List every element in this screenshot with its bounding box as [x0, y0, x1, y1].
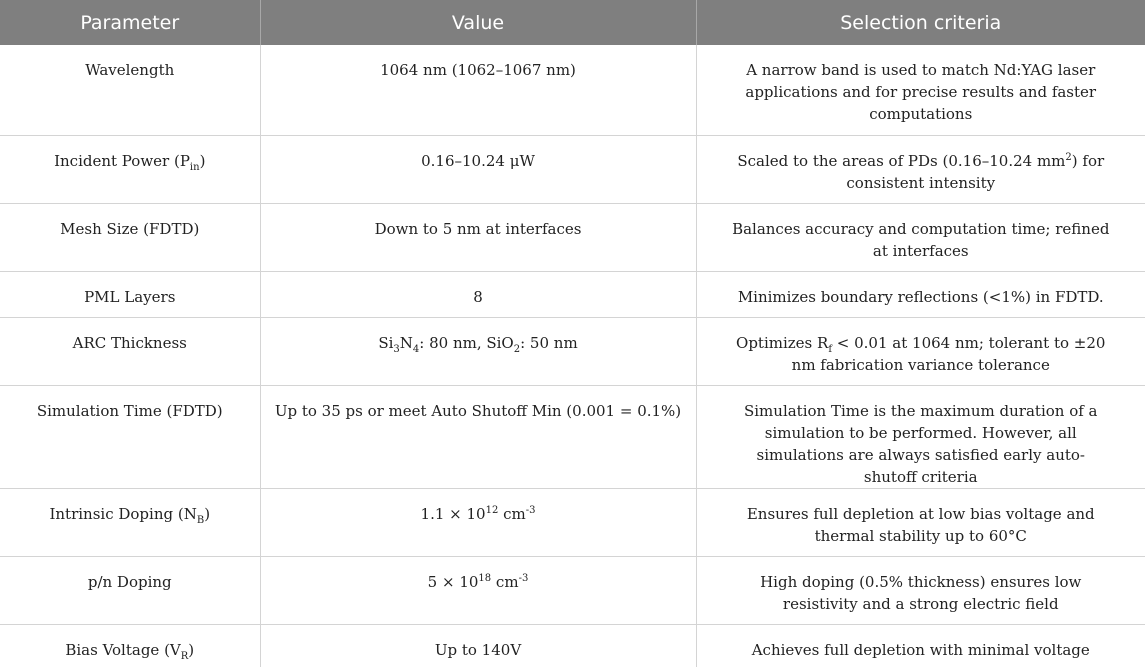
table-row — [0, 203, 1145, 271]
value-text: 1.1 × 10 — [420, 504, 486, 523]
criteria-cell: Achieves full depletion with minimal voltage — [696, 624, 1145, 667]
value-cell — [260, 488, 696, 556]
table-row — [0, 624, 1145, 667]
value-cell: Down to 5 nm at interfaces — [260, 203, 696, 271]
parameter-cell: ARC Thickness — [0, 317, 260, 385]
header-row — [0, 0, 1145, 45]
subscript: 3 — [393, 343, 400, 355]
value-text: Si — [378, 333, 394, 352]
criteria-cell: Balances accuracy and computation time; refined at interfaces — [696, 203, 1145, 271]
criteria-cell: A narrow band is used to match Nd:YAG laser applications and for precise results and faster computations — [696, 45, 1145, 135]
criteria-text-end: ) for consistent intensity — [846, 151, 1105, 192]
parameter-text-end: ) — [199, 151, 206, 170]
header-value: Value — [260, 0, 696, 45]
table-row — [0, 135, 1145, 203]
table-row — [0, 317, 1145, 385]
parameter-cell — [0, 624, 260, 667]
value-cell: 0.16–10.24 μW — [260, 135, 696, 203]
criteria-cell: High doping (0.5% thickness) ensures low resistivity and a strong electric field — [696, 556, 1145, 624]
value-cell: Up to 140V — [260, 624, 696, 667]
table-row — [0, 45, 1145, 135]
subscript: f — [828, 343, 833, 355]
value-cell: Up to 35 ps or meet Auto Shutoff Min (0.001 = 0.1%) — [260, 385, 696, 488]
parameter-cell — [0, 135, 260, 203]
criteria-cell: Simulation Time is the maximum duration of a simulation to be performed. However, all simulations are always satisfied early auto-shutoff criteria — [696, 385, 1145, 488]
parameter-text: Incident Power (P — [54, 151, 190, 170]
value-text: N — [399, 333, 413, 352]
criteria-cell — [696, 317, 1145, 385]
parameter-text-end: ) — [188, 640, 195, 659]
parameter-cell: p/n Doping — [0, 556, 260, 624]
parameter-text-end: ) — [204, 504, 211, 523]
superscript: -3 — [518, 572, 529, 584]
table-row — [0, 488, 1145, 556]
criteria-cell: Ensures full depletion at low bias voltage and thermal stability up to 60°C — [696, 488, 1145, 556]
table-header — [0, 0, 1145, 45]
criteria-text: Scaled to the areas of PDs (0.16–10.24 mm — [737, 151, 1066, 170]
criteria-text: Optimizes R — [736, 333, 829, 352]
superscript: 2 — [1065, 151, 1072, 163]
criteria-cell: Minimizes boundary reflections (<1%) in FDTD. — [696, 271, 1145, 317]
parameter-text: Bias Voltage (V — [65, 640, 181, 659]
parameter-cell: Wavelength — [0, 45, 260, 135]
subscript: R — [180, 650, 189, 662]
table-row — [0, 271, 1145, 317]
value-unit: cm — [491, 572, 519, 591]
table-row — [0, 385, 1145, 488]
subscript: 4 — [412, 343, 420, 355]
value-text: : 50 nm — [520, 333, 578, 352]
criteria-text-end: < 0.01 at 1064 nm; tolerant to ±20 nm fabrication variance tolerance — [791, 333, 1106, 374]
value-cell — [260, 317, 696, 385]
table-body — [0, 45, 1145, 667]
parameter-cell: Simulation Time (FDTD) — [0, 385, 260, 488]
value-text: 5 × 10 — [427, 572, 479, 591]
header-selection-criteria: Selection criteria — [696, 0, 1145, 45]
superscript: 12 — [485, 504, 499, 516]
value-unit: cm — [498, 504, 526, 523]
table-row — [0, 556, 1145, 624]
parameter-cell: Mesh Size (FDTD) — [0, 203, 260, 271]
value-text: : 80 nm, SiO — [419, 333, 514, 352]
superscript: -3 — [525, 504, 536, 516]
header-parameter: Parameter — [0, 0, 260, 45]
criteria-cell — [696, 135, 1145, 203]
value-cell — [260, 556, 696, 624]
value-cell: 1064 nm (1062–1067 nm) — [260, 45, 696, 135]
subscript: 2 — [513, 343, 521, 355]
parameter-cell — [0, 488, 260, 556]
parameter-text: Intrinsic Doping (N — [49, 504, 197, 523]
parameter-cell: PML Layers — [0, 271, 260, 317]
value-cell: 8 — [260, 271, 696, 317]
superscript: 18 — [478, 572, 492, 584]
subscript: B — [196, 514, 205, 526]
subscript: in — [189, 161, 200, 173]
